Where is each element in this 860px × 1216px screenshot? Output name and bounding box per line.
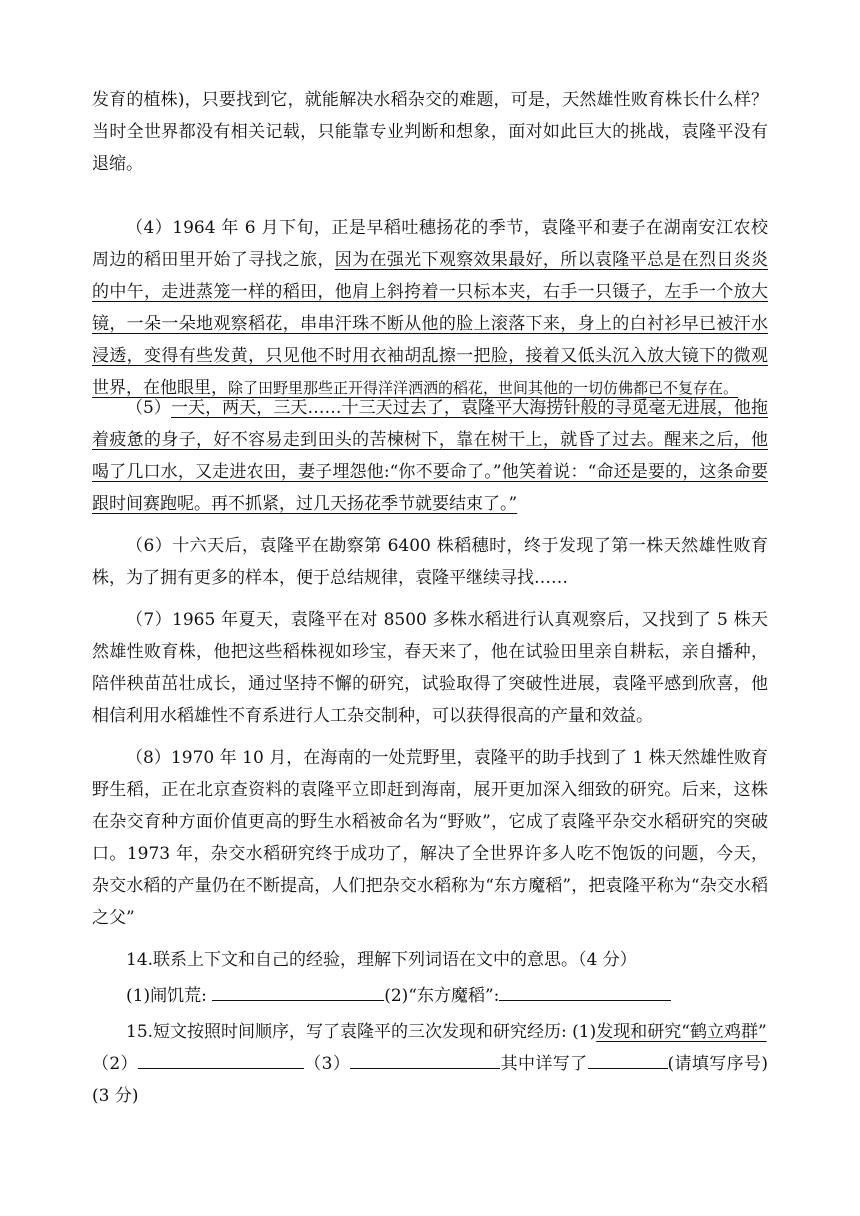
answer-blank-2[interactable] [499,982,671,1001]
paragraph-7-text: （7）1965 年夏天，袁隆平在对 8500 多株水稻进行认真观察后，又找到了 5 株天然雄性败育株，他把这些稻株视如珍宝，春天来了，他在试验田里亲自耕耘，亲自播种，陪伴秧苗茁壮成长，通过坚持不懈的研究，试验取得了突破性进展，袁隆平感到欣喜，他相信利用水稻雄性不育系进行人工杂交制种，可以获得很高的产量和效益。 [92,610,768,726]
intro-paragraph [92,84,768,180]
question-14-item-2-label: (2)“东方魔稻”: [384,986,500,1006]
paragraph-4 [92,212,768,404]
answer-blank-1[interactable] [212,982,384,1001]
answer-blank-3[interactable] [138,1050,304,1069]
answer-blank-4[interactable] [350,1050,500,1069]
question-15-tail: (请填写序号) (3 分) [92,1054,768,1106]
question-15-answer-1: 发现和研究“鹤立鸡群” [596,1022,767,1042]
paragraph-5-underlined: 一天，两天，三天……十三天过去了，袁隆平大海捞针般的寻觅毫无进展，他拖着疲惫的身子，好不容易走到田头的苦楝树下，靠在树干上，就昏了过去。醒来之后，他喝了几口水，又走进农田，妻子埋怨他:“你不要命了。”他笑着说：“命还是要的，这条命要跟时间赛跑呢。再不抓紧，过几天扬花季节就要结束了。” [92,398,768,514]
paragraph-5 [92,392,768,520]
question-15-stem: 15.短文按照时间顺序，写了袁隆平的三次发现和研究经历: (1) [126,1022,597,1042]
question-15-item-2-label: （2） [92,1054,138,1074]
question-14-item-1-label: (1)闹饥荒: [126,986,213,1006]
question-15-mid: 其中详写了 [500,1054,588,1074]
paragraph-8-text: （8）1970 年 10 月，在海南的一处荒野里，袁隆平的助手找到了 1 株天然雄性败育野生稻，正在北京查资料的袁隆平立即赶到海南，展开更加深入细致的研究。后来，这株在杂交育种方面价值更高的野生水稻被命名为“野败”，它成了袁隆平杂交水稻研究的突破口。1973 年，杂交水稻研究终于成功了，解决了全世界许多人吃不饱饭的问题，今天，杂交水稻的产量仍在不断提高，人们把杂交水稻称为“东方魔稻”，把袁隆平称为“杂交水稻之父” [92,748,768,928]
question-14-stem-text: 14.联系上下文和自己的经验，理解下列词语在文中的意思。（4 分） [126,950,637,970]
paragraph-6 [92,530,768,594]
question-14-stem [92,944,768,976]
paragraph-4-underlined: 因为在强光下观察效果最好，所以袁隆平总是在烈日炎炎的中午，走进蒸笼一样的稻田，他肩上斜挎着一只标本夹，右手一只镊子，左手一个放大镜，一朵一朵地观察稻花，串串汗珠不断从他的脸上滚落下来，身上的白衬衫早已被汗水浸透，变得有些发黄，只见他不时用衣袖胡乱擦一把脸，接着又低头沉入放大镜下的微观世界，在他眼里， [92,250,769,398]
paragraph-7 [92,604,768,732]
question-14-items [92,980,768,1012]
question-15 [92,1016,768,1112]
paragraph-6-text: （6）十六天后，袁隆平在勘察第 6400 株稻穗时，终于发现了第一株天然雄性败育株，为了拥有更多的样本，便于总结规律，袁隆平继续寻找…… [92,536,768,588]
answer-blank-5[interactable] [588,1050,668,1069]
paragraph-4-lead: （4）1964 年 6 月下旬，正是早稻吐穗扬花的季节，袁隆平和妻子在湖南安江农校周边的稻田里开始了寻找之旅， [92,218,768,270]
paragraph-4-underlined-small: 除了田野里那些正开得洋洋洒洒的稻花，世间其他的一切仿佛都已不复存在。 [228,379,739,397]
paragraph-8 [92,742,768,934]
question-15-item-3-label: （3） [303,1054,351,1074]
intro-text: 发育的植株)，只要找到它，就能解决水稻杂交的难题，可是，天然雄性败育株长什么样？当时全世界都没有相关记载，只能靠专业判断和想象，面对如此巨大的挑战，袁隆平没有退缩。 [92,90,768,174]
paragraph-5-lead: （5） [126,398,171,418]
